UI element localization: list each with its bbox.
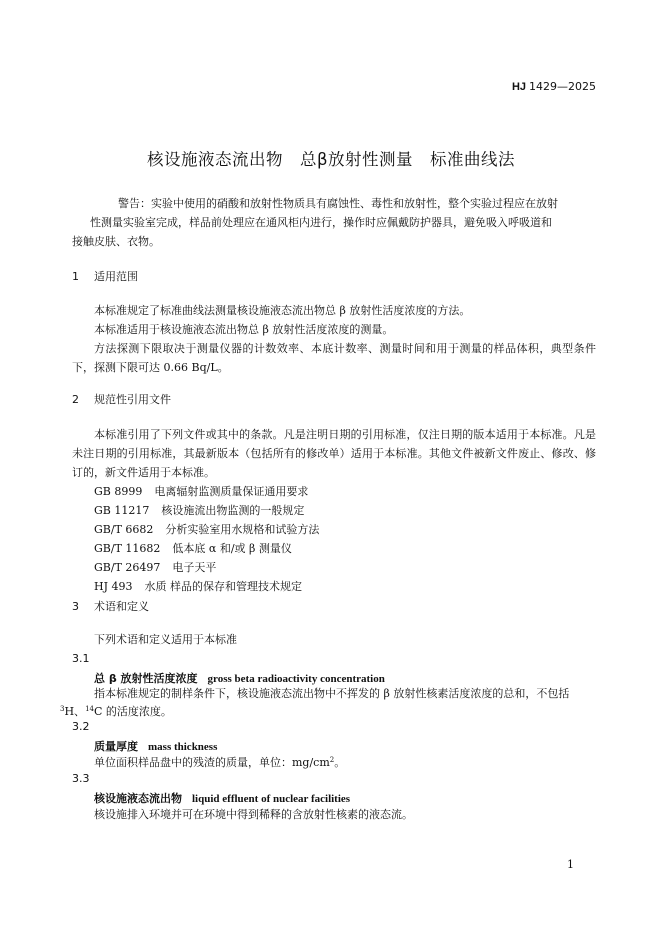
section-title: 规范性引用文件 [94, 393, 171, 406]
term-name-en: mass thickness [148, 741, 218, 753]
standard-code: 1429—2025 [529, 80, 596, 93]
reference-name: 电子天平 [172, 561, 217, 574]
term-name-cn: 质量厚度 [94, 740, 138, 753]
isotope-mass-number: 14 [85, 705, 94, 713]
references-intro-paragraph: 本标准引用了下列文件或其中的条款。凡是注明日期的引用标准，仅注日期的版本适用于本标准。凡是未注日期的引用标准，其最新版本（包括所有的修改单）适用于本标准。其他文件被新文件废止、修改、修订的，新文件适用于本标准。 [72, 428, 596, 479]
reference-code: GB/T 26497 [94, 561, 161, 574]
unit-exponent: 2 [329, 756, 335, 764]
reference-name: 水质 样品的保存和管理技术规定 [144, 580, 302, 593]
reference-code: GB 11217 [94, 504, 150, 517]
warning-block [72, 194, 590, 251]
reference-name: 电离辐射监测质量保证通用要求 [154, 485, 309, 498]
reference-code: GB/T 11682 [94, 542, 161, 555]
section-title: 术语和定义 [94, 600, 149, 613]
term-definition-continuation [60, 702, 584, 721]
term-definition-end: 。 [334, 756, 346, 769]
section-number: 3 [72, 600, 79, 613]
scope-paragraph-1: 本标准规定了标准曲线法测量核设施液态流出物总 β 放射性活度浓度的方法。 [94, 304, 471, 317]
term-name [94, 738, 217, 754]
reference-item [94, 482, 308, 501]
reference-name: 低本底 α 和/或 β 测量仪 [172, 542, 292, 555]
reference-name: 核设施流出物监测的一般规定 [161, 504, 305, 517]
section-heading-references [72, 391, 171, 407]
reference-item [94, 520, 319, 539]
term-number: 3.3 [72, 772, 90, 785]
reference-item [94, 539, 292, 558]
term-definition-text: 单位面积样品盘中的残渣的质量，单位：mg/cm [94, 756, 330, 769]
section-heading-scope [72, 268, 138, 284]
reference-code: GB/T 6682 [94, 523, 154, 536]
section-number: 1 [72, 270, 79, 283]
term-name [94, 790, 350, 806]
term-definition-text: H、 [64, 705, 86, 718]
warning-line-2: 性测量实验室完成，样品前处理应在通风柜内进行，操作时应佩戴防护器具，避免吸入呼吸道和 [90, 216, 552, 229]
term-definition-line-1: 指本标准规定的制样条件下，核设施液态流出物中不挥发的 β 放射性核素活度浓度的总和，不包括 [94, 687, 570, 700]
page-number: 1 [567, 858, 574, 871]
reference-code: HJ 493 [94, 580, 133, 593]
scope-paragraph-3: 方法探测下限取决于测量仪器的计数效率、本底计数率、测量时间和用于测量的样品体积，典型条件下，探测下限可达 0.66 Bq/L。 [72, 342, 596, 374]
section-title: 适用范围 [94, 270, 138, 283]
warning-line-1: 警告：实验中使用的硝酸和放射性物质具有腐蚀性、毒性和放射性，整个实验过程应在放射 [118, 197, 558, 210]
term-definition [72, 684, 596, 703]
standard-prefix: HJ [511, 81, 526, 93]
standard-code-header [512, 80, 596, 93]
reference-code: GB 8999 [94, 485, 143, 498]
term-number: 3.2 [72, 720, 90, 733]
term-definition [72, 753, 596, 772]
term-name-en: gross beta radioactivity concentration [207, 673, 385, 685]
reference-item [94, 558, 216, 577]
terms-intro-paragraph: 下列术语和定义适用于本标准 [94, 633, 237, 646]
term-number: 3.1 [72, 652, 90, 665]
term-definition-text: C 的活度浓度。 [93, 705, 172, 718]
section-number: 2 [72, 393, 79, 406]
term-name-cn: 总 β 放射性活度浓度 [94, 672, 198, 685]
scope-paragraph-2: 本标准适用于核设施液态流出物总 β 放射性活度浓度的测量。 [94, 323, 394, 336]
reference-name: 分析实验室用水规格和试验方法 [165, 523, 320, 536]
term-name-cn: 核设施液态流出物 [94, 792, 182, 805]
term-definition: 核设施排入环境并可在环境中得到稀释的含放射性核素的液态流。 [94, 808, 413, 821]
document-title: 核设施液态流出物 总β放射性测量 标准曲线法 [146, 150, 516, 169]
isotope-mass-number: 3 [60, 705, 65, 713]
term-name-en: liquid effluent of nuclear facilities [192, 793, 351, 805]
section-heading-terms [72, 598, 149, 614]
reference-item [94, 501, 304, 520]
reference-item [94, 577, 302, 596]
warning-line-3: 接触皮肤、衣物。 [72, 235, 160, 248]
